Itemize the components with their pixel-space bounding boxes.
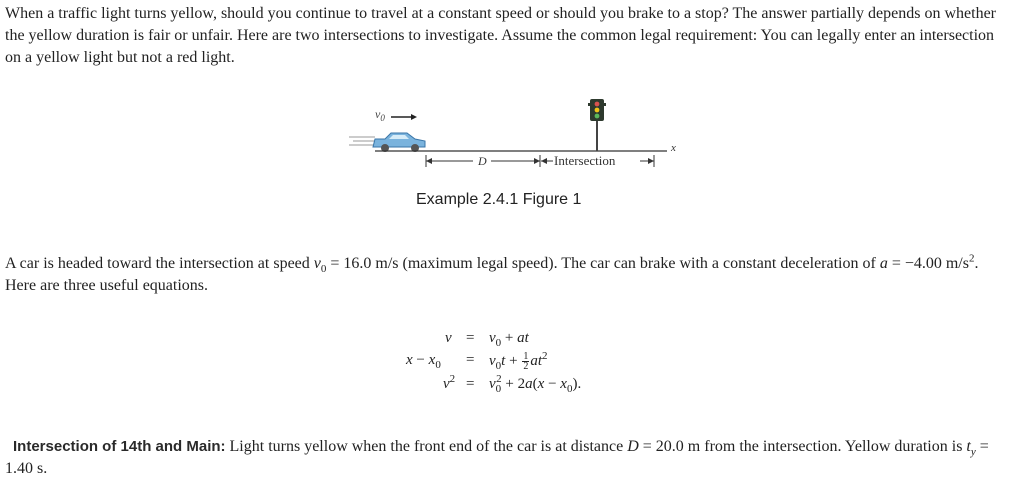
part-text-3: = 1.40 s. — [5, 438, 989, 477]
intersection-figure — [345, 95, 690, 185]
part-title: Intersection of 14th and Main: — [13, 438, 226, 455]
problem-text-3: = −4.00 m/s — [887, 255, 969, 272]
v0-label: $v_0$ — [375, 107, 385, 123]
equation-1-rhs: $v_0$ + at — [489, 330, 529, 349]
equation-2: $x - x_0$ = $v_0t$ + $\frac{1}{2}$ $at^2$ — [406, 349, 548, 372]
v0-symbol: v — [313, 255, 321, 272]
v0-subscript: 0 — [320, 263, 327, 276]
equation-3-rhs: $v_0^2 + 2a(x - x_0)$. — [489, 373, 582, 395]
equation-3: $v^2$ = $v_0^2 + 2a(x - x_0)$. — [443, 373, 582, 395]
x-axis-label: x — [671, 142, 676, 154]
squared-superscript: 2 — [968, 252, 975, 265]
equation-3-lhs: $v^2$ — [443, 373, 456, 392]
equation-1: v = $v_0$ + at — [445, 330, 529, 349]
t-symbol: t — [966, 438, 971, 455]
d-label: D — [478, 154, 487, 168]
car-icon — [373, 133, 425, 152]
intersection-part-paragraph — [5, 436, 1010, 480]
part-text-1: Light turns yellow when the front end of the car is at distance — [225, 438, 628, 455]
figure-caption: Example 2.4.1 Figure 1 — [416, 191, 582, 208]
problem-text-1: A car is headed toward the intersection at speed — [5, 255, 314, 272]
a-symbol: a — [879, 255, 888, 272]
d-symbol: D — [627, 438, 639, 455]
intersection-label: Intersection — [554, 153, 616, 168]
equation-2-lhs: $x - x_0$ — [406, 352, 441, 371]
problem-paragraph — [5, 253, 1010, 297]
part-text-2: = 20.0 m from the intersection. Yellow duration is — [638, 438, 967, 455]
equation-2-rhs: $v_0t$ + $\frac{1}{2}$ $at^2$ — [489, 349, 548, 372]
equation-1-lhs: v — [445, 330, 452, 346]
figure-diagram — [345, 95, 690, 185]
problem-text-4: . Here are three useful equations. — [5, 255, 979, 294]
t-subscript: y — [970, 446, 976, 459]
intro-paragraph: When a traffic light turns yellow, should you continue to travel at a constant speed or should you brake to a stop? The answer partially depends on whether the yellow duration is fair or unfair. Here are two intersections to investigate. Assume the common legal requirement: You can legally enter an intersection on a yellow light but not a red light. — [5, 5, 996, 66]
problem-text-2: = 16.0 m/s (maximum legal speed). The car can brake with a constant deceleration of — [326, 255, 880, 272]
traffic-light-icon — [588, 99, 606, 151]
